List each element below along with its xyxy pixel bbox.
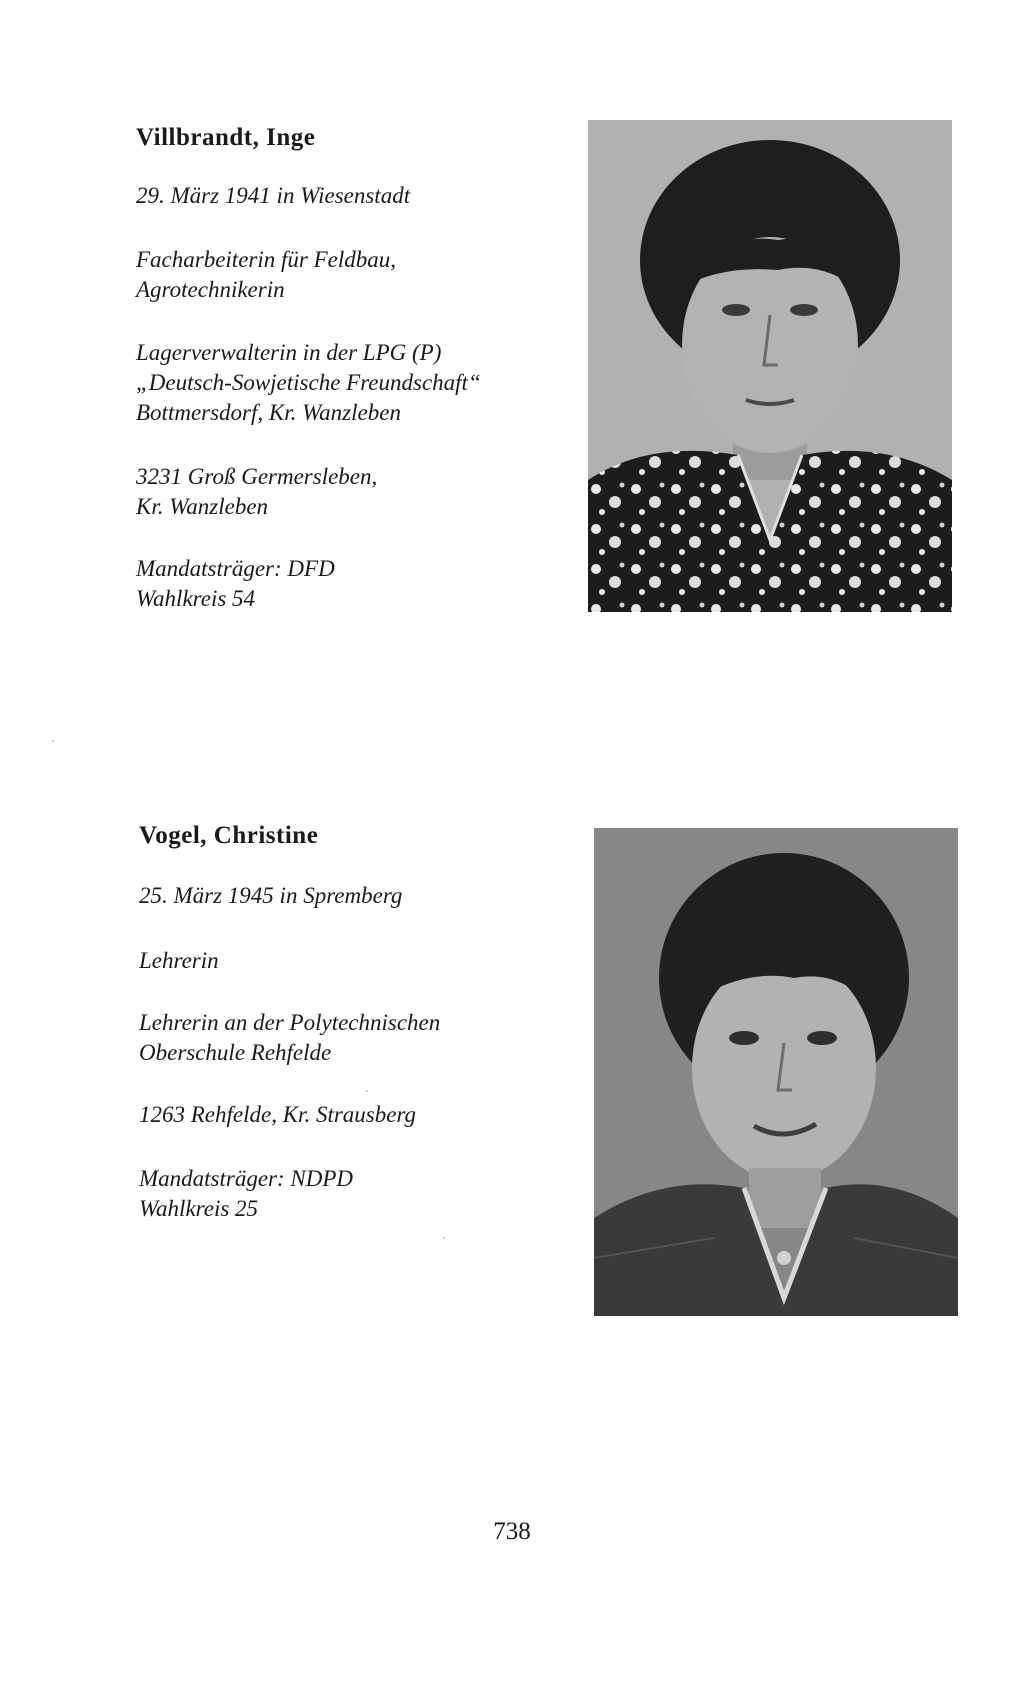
scan-speck xyxy=(52,740,54,742)
position-line: Lehrerin an der Polytechnischen xyxy=(139,1010,441,1035)
mandate-line: Mandatsträger: DFD xyxy=(136,556,335,581)
entry-name: Vogel, Christine xyxy=(139,822,319,849)
position-line: Bottmersdorf, Kr. Wanzleben xyxy=(136,400,401,425)
training-line: Lehrerin xyxy=(139,948,219,973)
position-line: Oberschule Rehfelde xyxy=(139,1040,332,1065)
scan-speck xyxy=(443,1237,445,1239)
mandate-line: Wahlkreis 54 xyxy=(136,586,256,611)
scan-speck xyxy=(366,1090,368,1092)
position-line: Lagerverwalterin in der LPG (P) xyxy=(136,340,442,365)
training-line: Facharbeiterin für Feldbau, xyxy=(136,247,396,272)
portrait-photo xyxy=(588,120,952,612)
address-line: 3231 Groß Germersleben, xyxy=(136,464,378,489)
birth-line: 25. März 1945 in Spremberg xyxy=(139,883,403,908)
page-number: 738 xyxy=(493,1518,531,1545)
address-line: 1263 Rehfelde, Kr. Strausberg xyxy=(139,1102,417,1127)
training-line: Agrotechnikerin xyxy=(136,277,285,302)
portrait-illustration xyxy=(594,828,958,1316)
mandate-line: Wahlkreis 25 xyxy=(139,1196,259,1221)
entry-name: Villbrandt, Inge xyxy=(136,124,316,151)
position-line: „Deutsch-Sowjetische Freundschaft“ xyxy=(136,370,481,395)
mandate-line: Mandatsträger: NDPD xyxy=(139,1166,354,1191)
birth-line: 29. März 1941 in Wiesenstadt xyxy=(136,183,411,208)
address-line: Kr. Wanzleben xyxy=(136,494,269,519)
portrait-illustration xyxy=(588,120,952,612)
portrait-photo xyxy=(594,828,958,1316)
